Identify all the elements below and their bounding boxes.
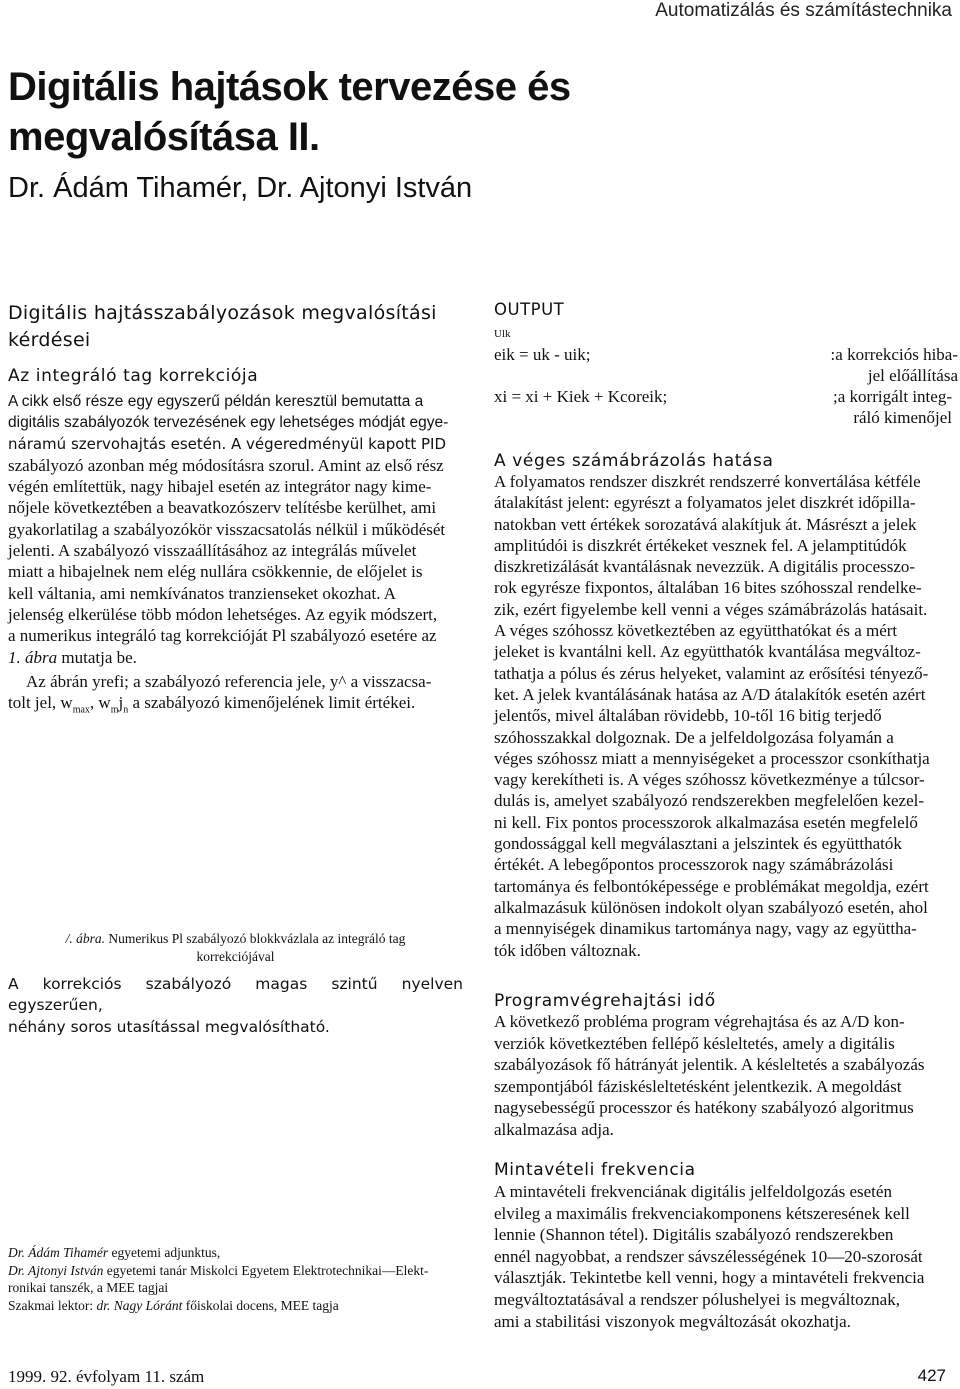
page-number: 427 bbox=[917, 1366, 946, 1385]
sampling-line: ennél nagyobbat, a rendszer sávszélességének 10—20-szorosát bbox=[494, 1246, 923, 1266]
quantization-line: rok egyrésze fixpontos, általában 16 bites szóhosszal rendelke- bbox=[494, 578, 922, 598]
equation-2-comment: ;a korrigált integ- ráló kimenőjel bbox=[833, 387, 952, 427]
title-line-1: Digitális hajtások tervezése és bbox=[8, 65, 571, 109]
equation-1-comment: :a korrekciós hiba- jel előállítása bbox=[830, 345, 958, 385]
quantization-line: véges szóhossz miatt a mennyiségeket a processzor csonkíthatja bbox=[494, 748, 930, 768]
quantization-line: natokban vett értékek sorozatává alakítjuk át. Másrészt a jelek bbox=[494, 514, 917, 534]
title-line-2: megvalósítása II. bbox=[8, 115, 320, 159]
figure-caption: /. ábra. Numerikus Pl szabályozó blokkvázlala az integráló tag korrekciójával bbox=[65, 931, 406, 964]
quantization-line: tartománya és felbontóképessége e problémákat megoldja, ezért bbox=[494, 876, 929, 896]
quantization-line: alkalmazásuk különösen indokolt olyan szabályozó esetén, ahol bbox=[494, 897, 928, 917]
quantization-line: tathatja a pólus és zérus helyeket, valamint az erősítési tényező- bbox=[494, 663, 929, 683]
section-heading-runtime: Programvégrehajtási idő bbox=[494, 991, 716, 1011]
quantization-line: gondossággal kell megválasztani a jelszintek és együtthatók bbox=[494, 834, 902, 854]
quantization-line: amplitúdói is diszkrét értékeket vesznek fel. A jelamptitúdók bbox=[494, 535, 907, 555]
article-authors: Dr. Ádám Tihamér, Dr. Ajtonyi István bbox=[8, 172, 473, 204]
quantization-line: tók időben változnak. bbox=[494, 940, 641, 960]
section-heading-quantization: A véges számábrázolás hatása bbox=[494, 451, 774, 471]
sampling-line: lennie (Shannon tétel). Digitális szabályozó rendszerekben bbox=[494, 1225, 894, 1245]
quantization-line: diszkretizálását kvantálásnak nevezzük. A digitális processzo- bbox=[494, 557, 916, 577]
left-paragraph-2: Az ábrán yrefi; a szabályozó referencia jele, y^ a visszacsa- tolt jel, $w_{max}$, $w_mj_n$ a szabályozó kimenőjelének limit értékei. bbox=[8, 672, 432, 716]
figure-area bbox=[30, 740, 470, 920]
sampling-line: megváltoztatásával a rendszer pólushelyei is megváltoznak, bbox=[494, 1289, 900, 1309]
equation-2: xi = xi + Kiek + Kcoreik; bbox=[494, 387, 668, 406]
quantization-line: zik, ezért figyelembe kell venni a véges számábrázolás hatásait. bbox=[494, 599, 928, 619]
code-output-label: OUTPUT bbox=[494, 300, 565, 319]
journal-header: Automatizálás és számítástechnika bbox=[655, 0, 952, 21]
quantization-line: ket. A jelek kvantálásának hatása az A/D átalakítók esetén azért bbox=[494, 684, 926, 704]
sampling-line: választják. Tekintetbe kell venni, hogy a mintavételi frekvencia bbox=[494, 1268, 925, 1288]
equation-1: eik = uk - uik; bbox=[494, 345, 591, 364]
right-paragraph-quantization bbox=[494, 471, 952, 961]
right-paragraph-runtime bbox=[494, 1011, 952, 1140]
left-paragraph-1: A cikk első része egy egyszerű példán keresztül bemutatta a digitális szabályozók tervezésének egy lehetséges módját egye- náramú szervohajtás esetén. A végeredményül kapott PID szabályozó azonban még módosításra szorul. Amint az első rész végén említettük, nagy hibajel esetén az integrátor nagy kime- nőjele következtében a beavatkozószerv telítésbe kerülhet, ami gyakorlatilag a szabályozókör visszacsatolás nélkül i működését jelenti. A szabályozó visszaállításához az integrálás művelet miatt a hibajelnek nem elég nullára csökkennie, de előjelet is kell váltania, ami nemkívánatos tranzienseket okozhat. A jelenség elkerülése több módon lehetséges. Az egyik módszert, a numerikus integráló tag korrekcióját Pl szabályozó esetére az 1. ábra mutatja be. bbox=[8, 393, 449, 667]
quantization-line: dulás is, amelyet szabályozó rendszerekben megfelelően kezel- bbox=[494, 791, 924, 811]
sampling-line: elvileg a maximális frekvenciakomponens kétszeresének kell bbox=[494, 1203, 910, 1223]
quantization-line: jeleket is kvantálni kell. Az együtthatók kvantálása megváltoz- bbox=[494, 642, 921, 662]
right-paragraph-sampling bbox=[494, 1181, 952, 1332]
article-title bbox=[8, 62, 608, 162]
quantization-line: ni kell. Fix pontos processzorok alkalmazása esetén megfelelő bbox=[494, 812, 918, 832]
quantization-line: szóhosszakkal dolgoznak. De a jelfeldolgozása folyamán a bbox=[494, 727, 894, 747]
quantization-line: A véges szóhossz következtében az együtthatókat és a mért bbox=[494, 621, 898, 641]
author-notes: Dr. Ádám Tihamér egyetemi adjunktus, Dr. Ajtonyi István egyetemi tanár Miskolci Egyetem Elektrotechnikai—Elekt- ronikai tanszék, a MEE tagjai Szakmai lektor: dr. Nagy Lóránt főiskolai docens, MEE tagja bbox=[8, 1245, 429, 1313]
issue-info: 1999. 92. évfolyam 11. szám bbox=[8, 1367, 205, 1386]
quantization-line: a mennyiségek dinamikus tartománya nagy, vagy az együttha- bbox=[494, 919, 917, 939]
quantization-line: A folyamatos rendszer diszkrét rendszerré konvertálása kétféle bbox=[494, 472, 921, 491]
runtime-line: A következő probléma program végrehajtása és az A/D kon- bbox=[494, 1012, 905, 1031]
runtime-line: verziók következtében fellépő késleltetés, amely a digitális bbox=[494, 1033, 895, 1053]
left-paragraph-3: A korrekciós szabályozó magas szintű nyelven egyszerűen, néhány soros utasítással megvalósítható. bbox=[8, 975, 463, 1036]
quantization-line: átalakítást jelent: egyrészt a folyamatos jelet diszkrét időpilla- bbox=[494, 493, 916, 513]
subsection-heading: Az integráló tag korrekciója bbox=[8, 366, 259, 386]
quantization-line: jelentős, mivel általában rövidebb, 10-től 16 bitig terjedő bbox=[494, 706, 882, 726]
quantization-line: vagy kerekítheti is. A véges szóhossz következménye a túlcsor- bbox=[494, 770, 925, 790]
runtime-line: nagysebességű processzor és hatékony szabályozó algoritmus bbox=[494, 1098, 914, 1117]
runtime-line: alkalmazása adja. bbox=[494, 1119, 614, 1139]
section-heading-sampling: Mintavételi frekvencia bbox=[494, 1160, 696, 1180]
runtime-line: szabályozások fő hátrányát jelentik. A késleltetés a szabályozás bbox=[494, 1055, 925, 1074]
section-heading: Digitális hajtásszabályozások megvalósítási kérdései bbox=[8, 302, 437, 351]
runtime-line: szempontjából fáziskésleltetésként jelentkezik. A megoldást bbox=[494, 1076, 902, 1096]
code-uk-label: Ulk bbox=[494, 328, 511, 340]
quantization-line: értékét. A lebegőpontos processzorok nagy számábrázolási bbox=[494, 855, 894, 875]
sampling-line: A mintavételi frekvenciának digitális jelfeldolgozás esetén bbox=[494, 1182, 892, 1201]
sampling-line: ami a stabilitási viszonyok megváltozását okozhatja. bbox=[494, 1311, 851, 1331]
